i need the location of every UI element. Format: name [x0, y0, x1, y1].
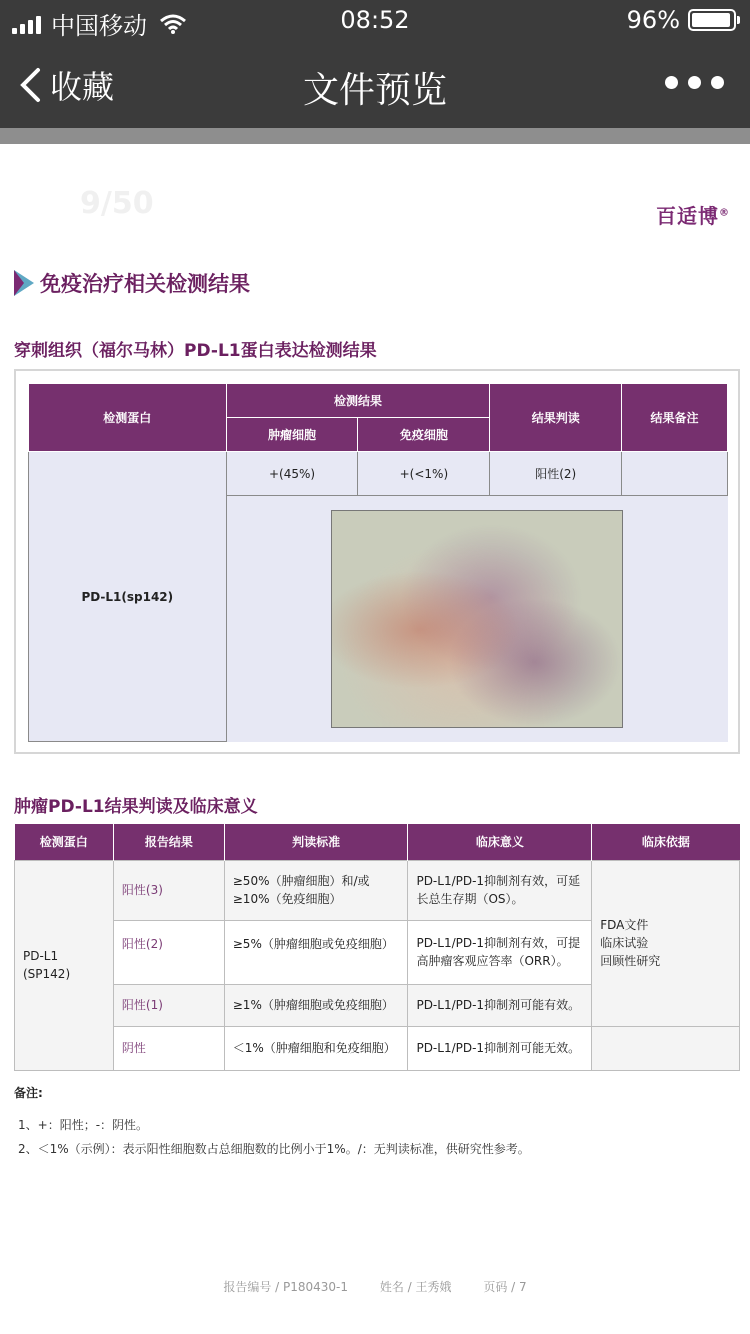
document-page[interactable]: [0, 144, 750, 1334]
criteria-line: ≥10%（免疫细胞）: [232, 892, 342, 906]
note-line: 1、+：阳性；-：阴性。: [18, 1118, 149, 1132]
page-indicator: 9/50: [80, 186, 154, 221]
cell-result: 阳性(2): [113, 920, 224, 984]
registered-mark: ®: [719, 207, 730, 219]
header-report-result: 报告结果: [113, 824, 224, 860]
header-interpretation: 结果判读: [490, 384, 622, 452]
status-time: 08:52: [340, 6, 410, 34]
page-footer: [0, 1278, 750, 1295]
micrograph-cell: [226, 496, 727, 742]
cell-criteria: ≥1%（肿瘤细胞或免疫细胞）: [224, 984, 408, 1026]
cell-criteria: [224, 860, 408, 920]
cell-tumor-cells: +(45%): [226, 452, 358, 496]
divider: [0, 128, 750, 144]
section-title-text: 免疫治疗相关检测结果: [40, 272, 250, 296]
cell-meaning: PD-L1/PD-1抑制剂可能有效。: [408, 984, 592, 1026]
header-tumor-cells: 肿瘤细胞: [226, 418, 358, 452]
cell-result: 阳性(3): [113, 860, 224, 920]
more-dots-icon[interactable]: [665, 76, 724, 89]
header-immune-cells: 免疫细胞: [358, 418, 490, 452]
cell-remarks: [622, 452, 728, 496]
micrograph-image: [331, 510, 623, 728]
cell-protein: PD-L1 (SP142): [15, 860, 114, 1070]
criteria-line: ≥50%（肿瘤细胞）和/或: [232, 874, 370, 888]
basis-line: FDA文件: [600, 918, 649, 932]
basis-line: 回顾性研究: [600, 954, 661, 968]
cell-meaning: [408, 860, 592, 920]
header-clinical-basis: 临床依据: [592, 824, 740, 860]
cell-result: 阳性(1): [113, 984, 224, 1026]
header-remarks: 结果备注: [622, 384, 728, 452]
section-title: [14, 268, 250, 298]
cell-immune-cells: +(<1%): [358, 452, 490, 496]
cell-criteria: ≥5%（肿瘤细胞或免疫细胞）: [224, 920, 408, 984]
meaning-line: 高肿瘤客观应答率（ORR）。: [416, 954, 569, 968]
cell-meaning: PD-L1/PD-1抑制剂可能无效。: [408, 1026, 592, 1070]
result-subtitle: 穿刺组织（福尔马林）PD-L1蛋白表达检测结果: [14, 341, 377, 361]
meaning-line: PD-L1/PD-1抑制剂有效，可延: [416, 874, 581, 888]
header-protein: 检测蛋白: [15, 824, 114, 860]
header-result: 检测结果: [226, 384, 490, 418]
cell-interpretation: 阳性(2): [490, 452, 622, 496]
cell-basis: [592, 860, 740, 1026]
status-bar: [0, 0, 750, 40]
footer-name: 姓名 / 王秀娥: [379, 1280, 452, 1294]
carrier-label: 中国移动: [51, 12, 147, 40]
header-clinical-meaning: 临床意义: [408, 824, 592, 860]
status-right: [627, 6, 736, 34]
note-line: 2、＜1%（示例）：表示阳性细胞数占总细胞数的比例小于1%。/：无判读标准，供研究性参考。: [18, 1142, 530, 1156]
cell-result: 阴性: [113, 1026, 224, 1070]
navigation-bar: [0, 40, 750, 128]
table-row: [15, 860, 740, 920]
battery-percent: 96%: [626, 6, 680, 34]
meaning-line: PD-L1/PD-1抑制剂有效，可提: [416, 936, 581, 950]
battery-icon: [688, 9, 736, 31]
footer-report-no: 报告编号 / P180430-1: [223, 1280, 349, 1294]
table-row: [15, 1026, 740, 1070]
back-label: 收藏: [50, 68, 115, 106]
result-table-frame: [14, 369, 740, 754]
page-title: 文件预览: [302, 70, 447, 111]
cell-basis-empty: [592, 1026, 740, 1070]
footer-page: 页码 / 7: [483, 1280, 527, 1294]
meaning-line: 长总生存期（OS）。: [416, 892, 524, 906]
arrow-right-icon: [14, 270, 34, 296]
cell-protein: PD-L1(sp142): [29, 452, 227, 742]
clinical-subtitle: 肿瘤PD-L1结果判读及临床意义: [14, 797, 258, 817]
brand-logo: [656, 200, 730, 229]
header-protein: 检测蛋白: [29, 384, 227, 452]
cell-criteria: ＜1%（肿瘤细胞和免疫细胞）: [224, 1026, 408, 1070]
notes-title: 备注:: [14, 1086, 43, 1100]
cell-meaning: [408, 920, 592, 984]
result-table: [28, 383, 728, 742]
clinical-table: [14, 824, 740, 1071]
header-criteria: 判读标准: [224, 824, 408, 860]
logo-text: 百适博: [656, 204, 719, 228]
basis-line: 临床试验: [600, 936, 649, 950]
